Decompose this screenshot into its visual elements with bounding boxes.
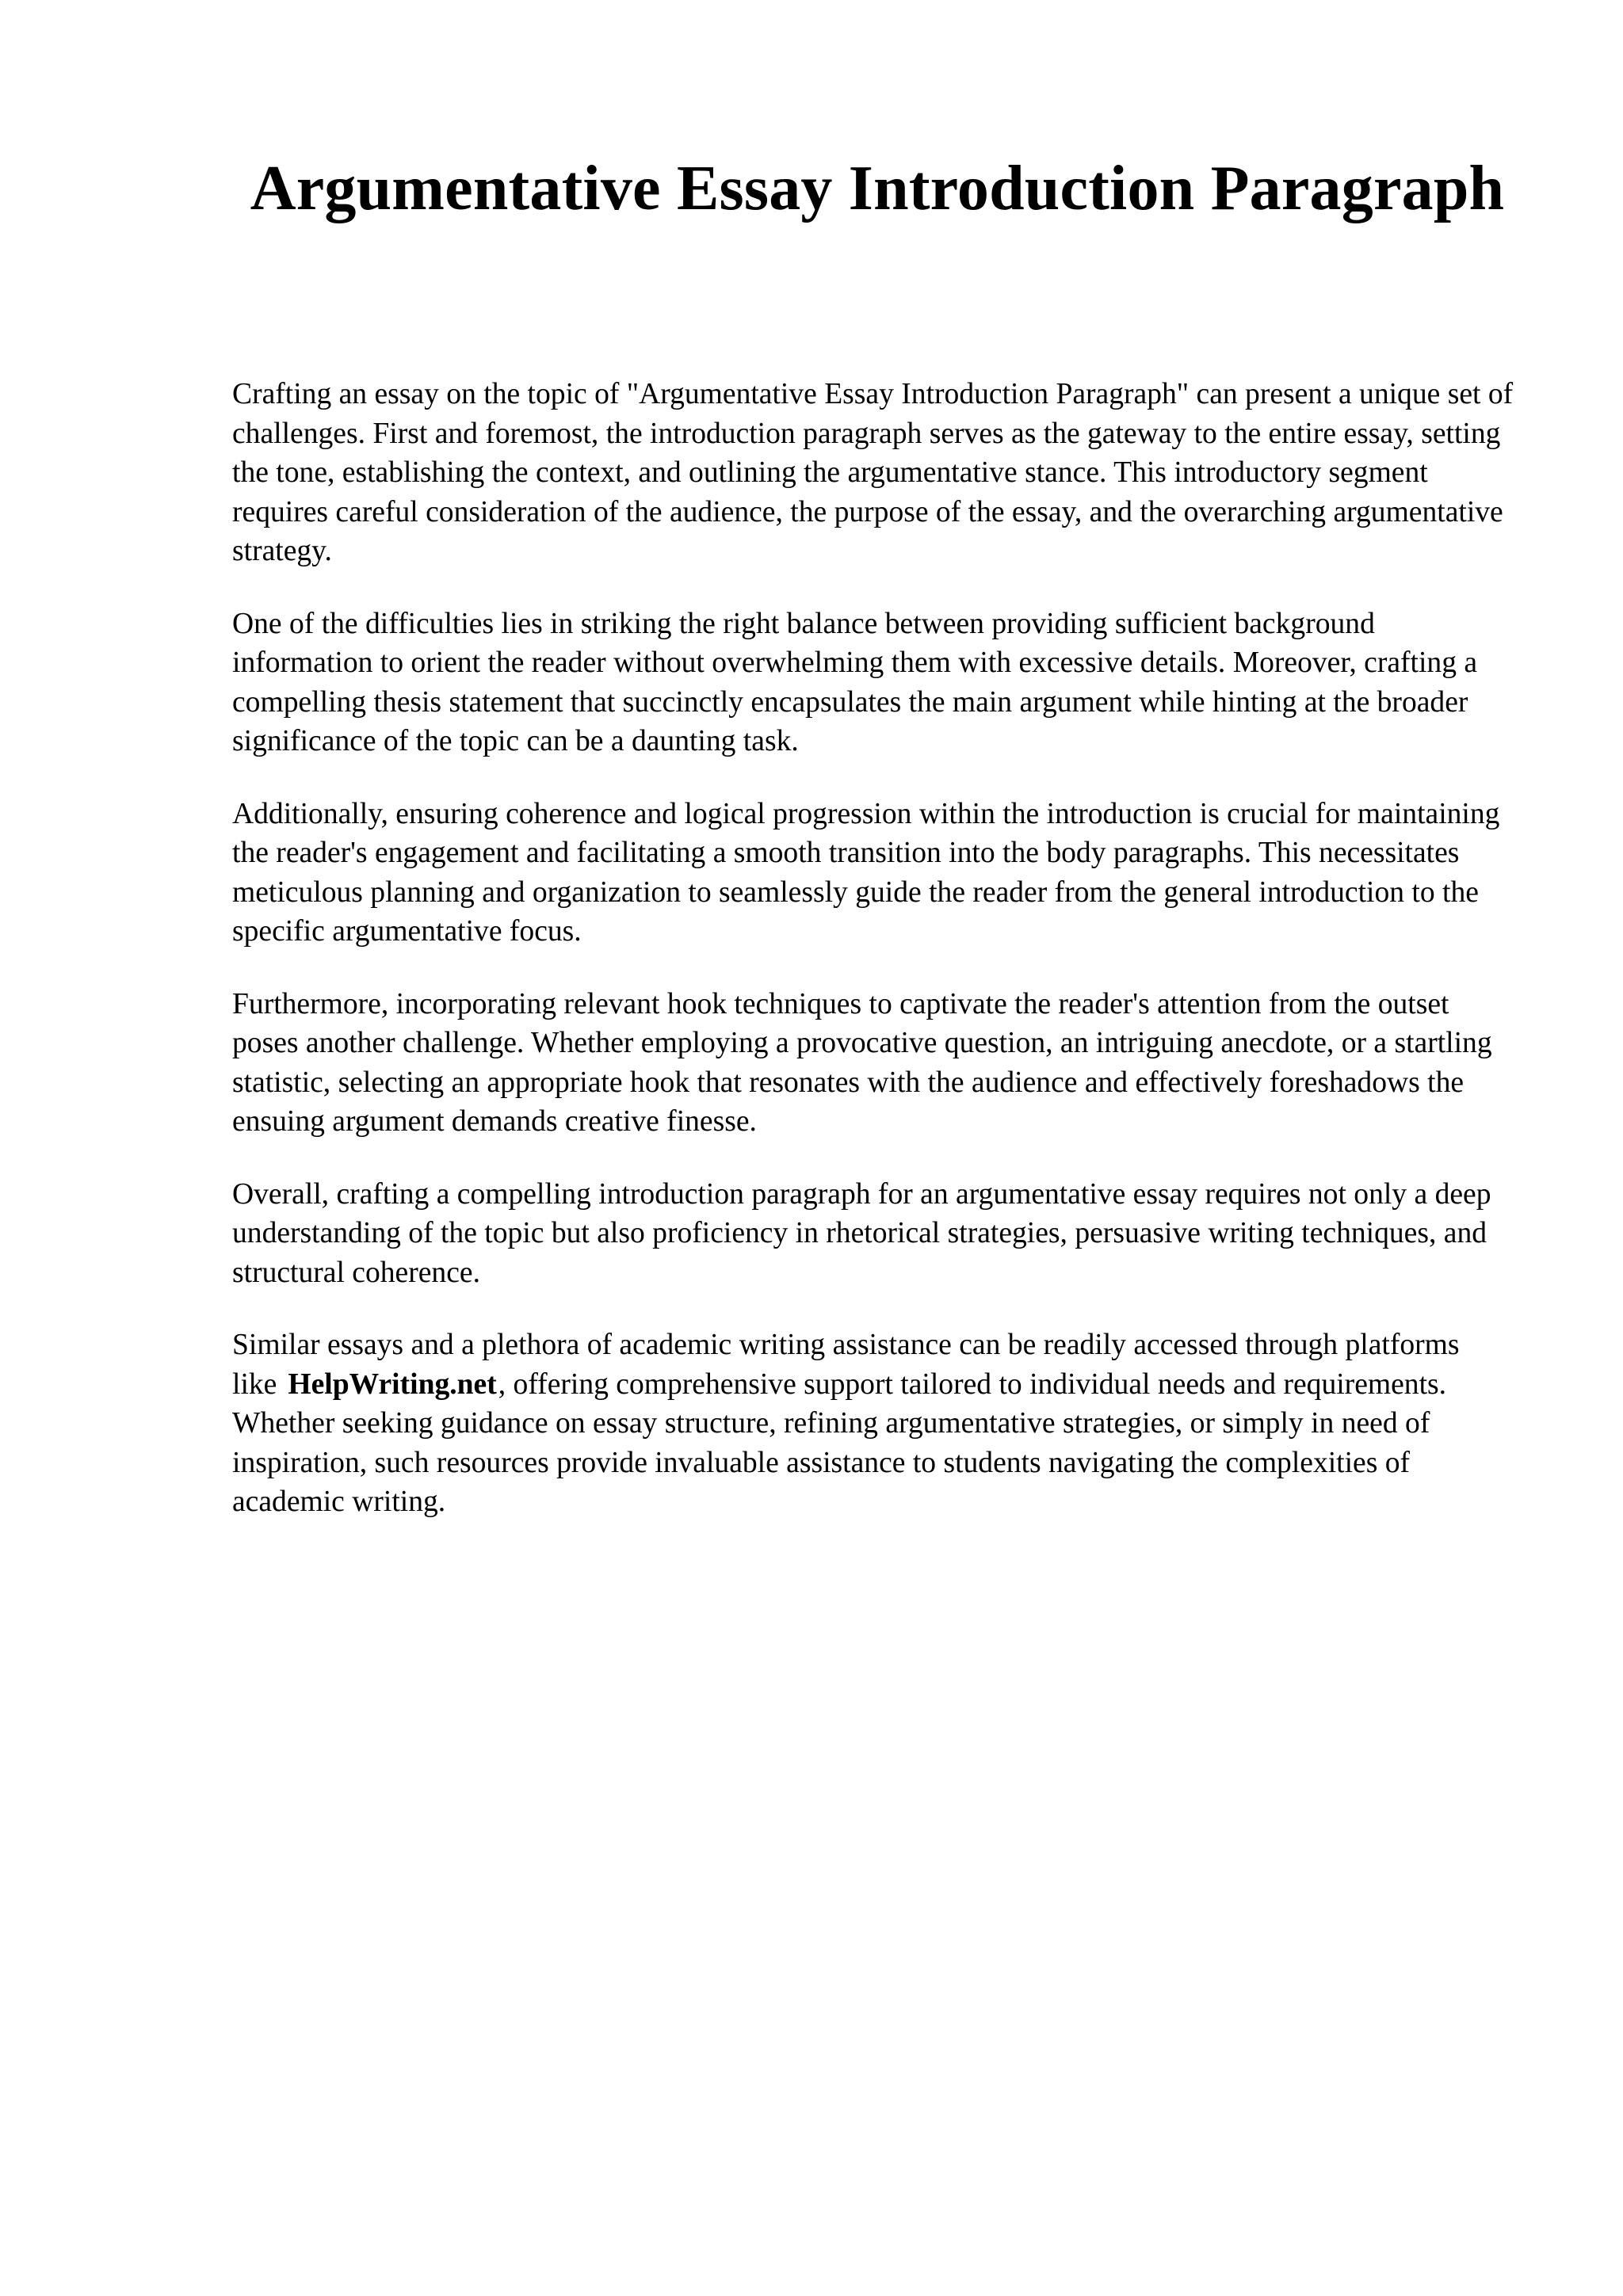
document-title: Argumentative Essay Introduction Paragraph bbox=[250, 154, 1505, 223]
paragraph-6-text-before-link: Similar essays and a plethora of academic writing assistance can be readily accessed through platforms like bbox=[232, 1329, 1460, 1401]
paragraph-2: One of the difficulties lies in striking the right balance between providing sufficient background information to orient the reader without overwhelming them with excessive details. Moreover, crafting a compelling thesis statement that succinctly encapsulates the main argument while hinting at the broader significance of the topic can be a daunting task. bbox=[232, 607, 1478, 757]
document-body bbox=[232, 375, 1516, 1555]
paragraph-6 bbox=[232, 1325, 1516, 1522]
paragraph-5: Overall, crafting a compelling introduction paragraph for an argumentative essay requires not only a deep understanding of the topic but also proficiency in rhetorical strategies, persuasive writing techniques, and structural coherence. bbox=[232, 1177, 1491, 1289]
paragraph-6-text-after-link: , offering comprehensive support tailored to individual needs and requirements. Whether seeking guidance on essay structure, refining argumentative strategies, or simply in need of inspiration, such resources provide invaluable assistance to students navigating the complexities of academic writing. bbox=[232, 1367, 1447, 1518]
paragraph-4: Furthermore, incorporating relevant hook techniques to captivate the reader's attention from the outset poses another challenge. Whether employing a provocative question, an intriguing anecdote, or a startling statistic, selecting an appropriate hook that resonates with the audience and effectively foreshadows the ensuing argument demands creative finesse. bbox=[232, 987, 1492, 1138]
paragraph-1: Crafting an essay on the topic of "Argumentative Essay Introduction Paragraph" can present a unique set of challenges. First and foremost, the introduction paragraph serves as the gateway to the entire essay, setting the tone, establishing the context, and outlining the argumentative stance. This introductory segment requires careful consideration of the audience, the purpose of the essay, and the overarching argumentative strategy. bbox=[232, 378, 1514, 567]
paragraph-3: Additionally, ensuring coherence and logical progression within the introduction is crucial for maintaining the reader's engagement and facilitating a smooth transition into the body paragraphs. This necessitates meticulous planning and organization to seamlessly guide the reader from the general introduction to the specific argumentative focus. bbox=[232, 797, 1500, 948]
helpwriting-link[interactable]: HelpWriting.net bbox=[288, 1367, 497, 1401]
